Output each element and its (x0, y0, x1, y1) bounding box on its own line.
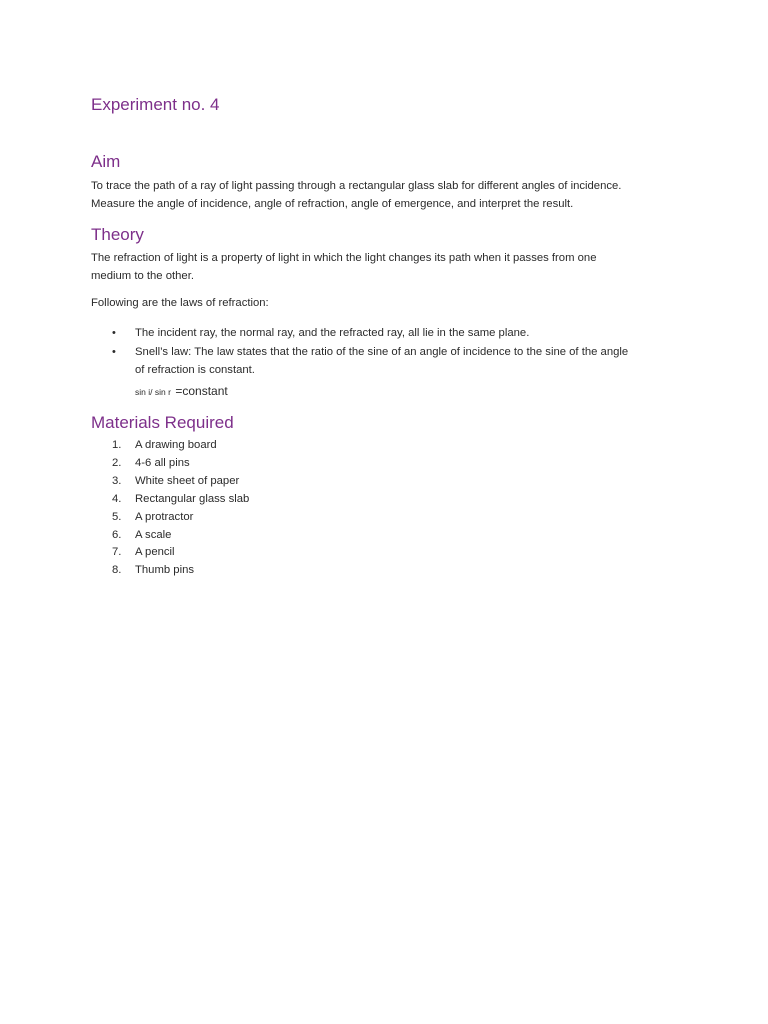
list-item-text: Rectangular glass slab (135, 492, 250, 505)
list-item (91, 491, 249, 509)
theory-intro-paragraph (91, 249, 681, 285)
list-item (91, 455, 249, 473)
theory-heading: Theory (91, 225, 144, 244)
list-item-text: A pencil (135, 546, 175, 559)
bullet-item (91, 343, 681, 379)
aim-line: To trace the path of a ray of light passing through a rectangular glass slab for different angles of incidence. (91, 180, 622, 192)
laws-bullet-list (91, 324, 681, 379)
formula-constant: =constant (175, 384, 228, 398)
list-item-text: 4-6 all pins (135, 456, 190, 469)
aim-paragraph (91, 177, 681, 213)
bullet-icon: • (112, 327, 116, 339)
formula-ratio: sin i/ sin r (135, 387, 171, 397)
bullet-item (91, 324, 681, 342)
page-title: Experiment no. 4 (91, 95, 220, 114)
list-item-text: Thumb pins (135, 564, 195, 577)
list-number: 8. (112, 564, 122, 577)
list-item (91, 509, 249, 527)
list-item-text: White sheet of paper (135, 474, 240, 487)
materials-heading: Materials Required (91, 413, 234, 432)
list-number: 5. (112, 510, 122, 523)
list-number: 7. (112, 546, 122, 559)
snells-law-formula (135, 382, 228, 400)
materials-list (91, 437, 249, 580)
list-number: 1. (112, 439, 122, 451)
list-item (91, 473, 249, 491)
theory-intro-line: medium to the other. (91, 270, 194, 282)
bullet-text: Snell’s law: The law states that the ratio of the sine of an angle of incidence to the sine of the angle (135, 346, 629, 358)
list-number: 4. (112, 492, 122, 505)
list-item (91, 544, 249, 562)
aim-heading: Aim (91, 152, 121, 171)
list-number: 6. (112, 528, 122, 541)
aim-line: Measure the angle of incidence, angle of refraction, angle of emergence, and interpret the result. (91, 198, 574, 210)
list-number: 3. (112, 474, 122, 487)
bullet-text: The incident ray, the normal ray, and the refracted ray, all lie in the same plane. (135, 327, 530, 339)
list-item-text: A scale (135, 528, 172, 541)
bullet-icon: • (112, 346, 116, 358)
bullet-text: of refraction is constant. (135, 364, 255, 376)
list-item-text: A protractor (135, 510, 194, 523)
theory-intro-line: The refraction of light is a property of light in which the light changes its path when it passes from one (91, 252, 597, 264)
list-item (91, 527, 249, 545)
list-item (91, 562, 249, 580)
list-item (91, 437, 249, 455)
laws-intro-line: Following are the laws of refraction: (91, 297, 269, 309)
list-number: 2. (112, 456, 122, 469)
laws-intro-text (91, 294, 681, 312)
list-item-text: A drawing board (135, 439, 217, 451)
